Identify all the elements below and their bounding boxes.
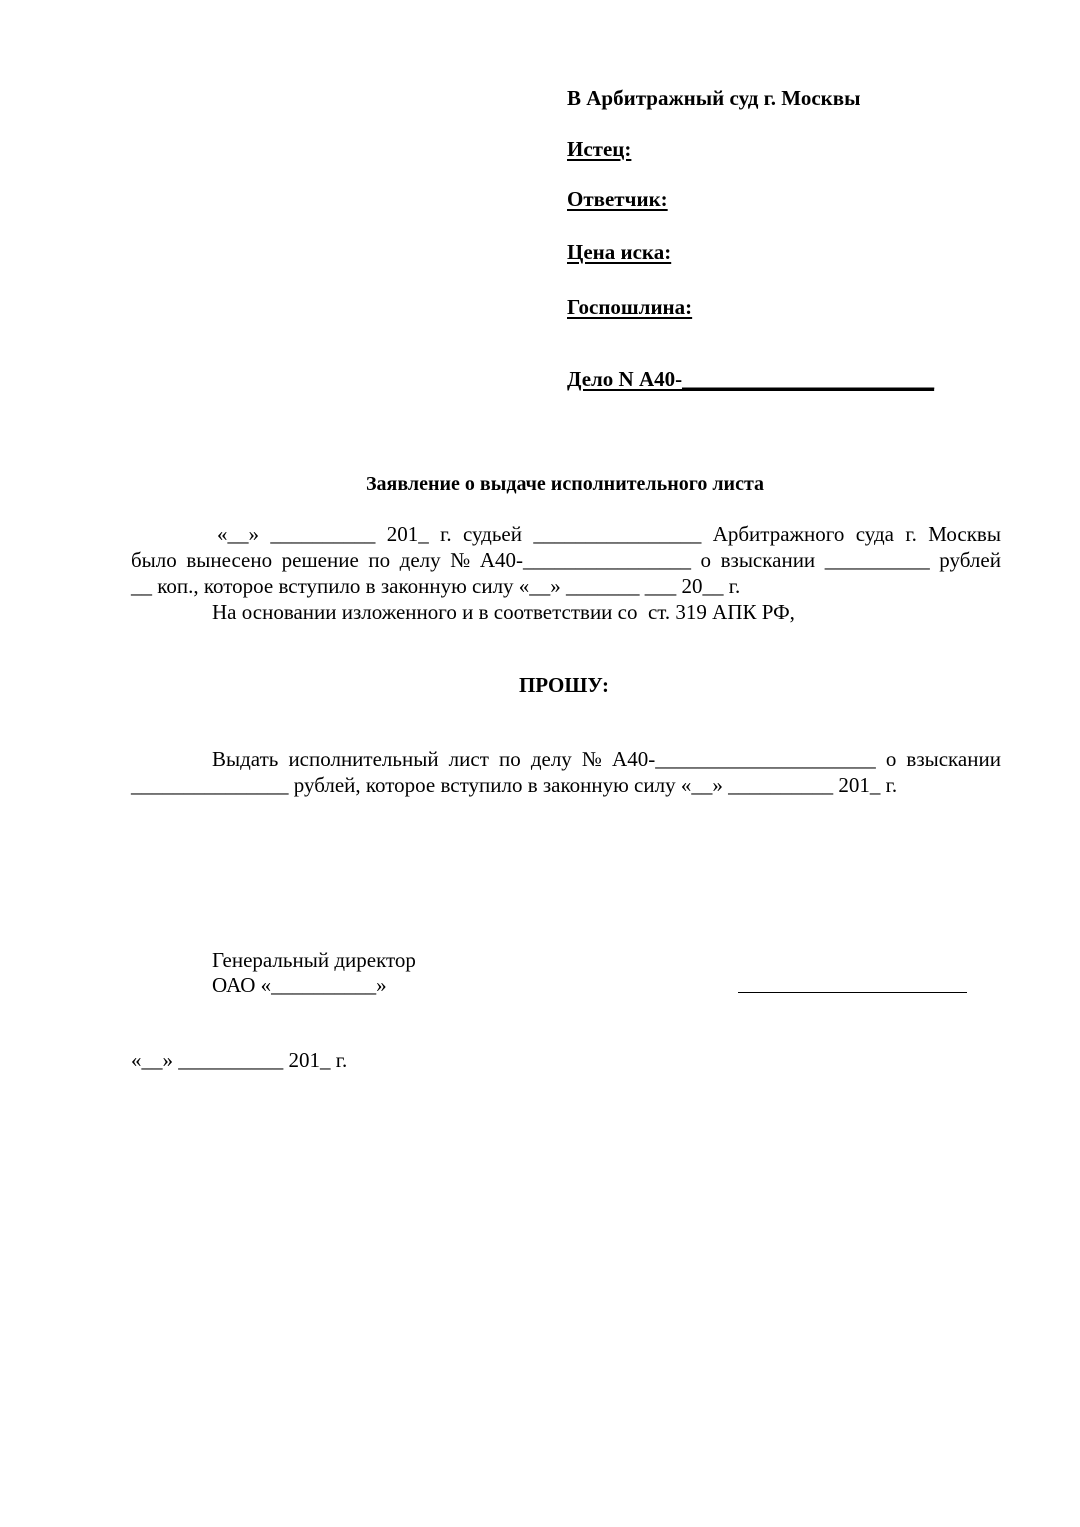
signatory-position: Генеральный директор [212,948,416,972]
claim-price-label: Цена иска: [567,240,672,264]
body-line-1-word: судьей [462,522,522,546]
body-line-2-word: взыскании [720,548,816,572]
body-line-1-word: ________________ [533,522,702,546]
body-line-3: __ коп., которое вступило в законную силу «__» _______ ___ 20__ г. [131,574,741,598]
request-line-1-word: по [498,747,521,771]
request-heading: ПРОШУ: [518,673,610,697]
body-line-2-word: вынесено [186,548,273,572]
body-line-1 [217,522,1001,547]
request-line-1-word: лист [448,747,489,771]
body-line-2-word: № [450,548,471,572]
request-line-1-word: № [581,747,602,771]
request-line-1-word: о [885,747,897,771]
state-fee-label: Госпошлина: [567,295,693,319]
body-line-1-word: 201_ [386,522,429,546]
defendant-label: Ответчик: [567,187,668,211]
body-line-1-word: Арбитражного [712,522,845,546]
signatory-company: ОАО «__________» [212,973,387,997]
request-line-2: _______________ рублей, которое вступило в законную силу «__» __________ 201_ г. [131,773,898,797]
body-line-2-word: о [700,548,712,572]
body-line-2-word: решение [281,548,359,572]
body-line-2-word: по [368,548,391,572]
body-line-2-word: делу [399,548,441,572]
request-line-1-word: Выдать [212,747,279,771]
case-number-label: Дело N А40-________________________ [567,367,935,391]
body-line-1-word: __________ [270,522,376,546]
body-line-1-word: г. [905,522,917,546]
body-line-2 [131,548,1001,573]
body-line-1-word: «__» [217,522,259,546]
body-line-2-word: было [131,548,177,572]
body-line-1-word: г. [440,522,452,546]
request-line-1-word: взыскании [906,747,1001,771]
body-line-1-word: суда [855,522,894,546]
body-line-2-word: __________ [824,548,930,572]
request-line-1-word: делу [530,747,572,771]
signature-line [738,992,967,993]
request-line-1-word: исполнительный [288,747,439,771]
body-line-2-word: рублей [939,548,1001,572]
court-addressee: В Арбитражный суд г. Москвы [567,86,861,110]
plaintiff-label: Истец: [567,137,632,161]
body-line-4: На основании изложенного и в соответствии со ст. 319 АПК РФ, [212,600,795,624]
request-line-1-word: А40-_____________________ [612,747,876,771]
request-line-1 [212,747,1001,772]
document-title: Заявление о выдаче исполнительного листа [365,473,765,495]
body-line-2-word: А40-________________ [479,548,691,572]
body-line-1-word: Москвы [928,522,1001,546]
document-date: «__» __________ 201_ г. [131,1048,348,1072]
